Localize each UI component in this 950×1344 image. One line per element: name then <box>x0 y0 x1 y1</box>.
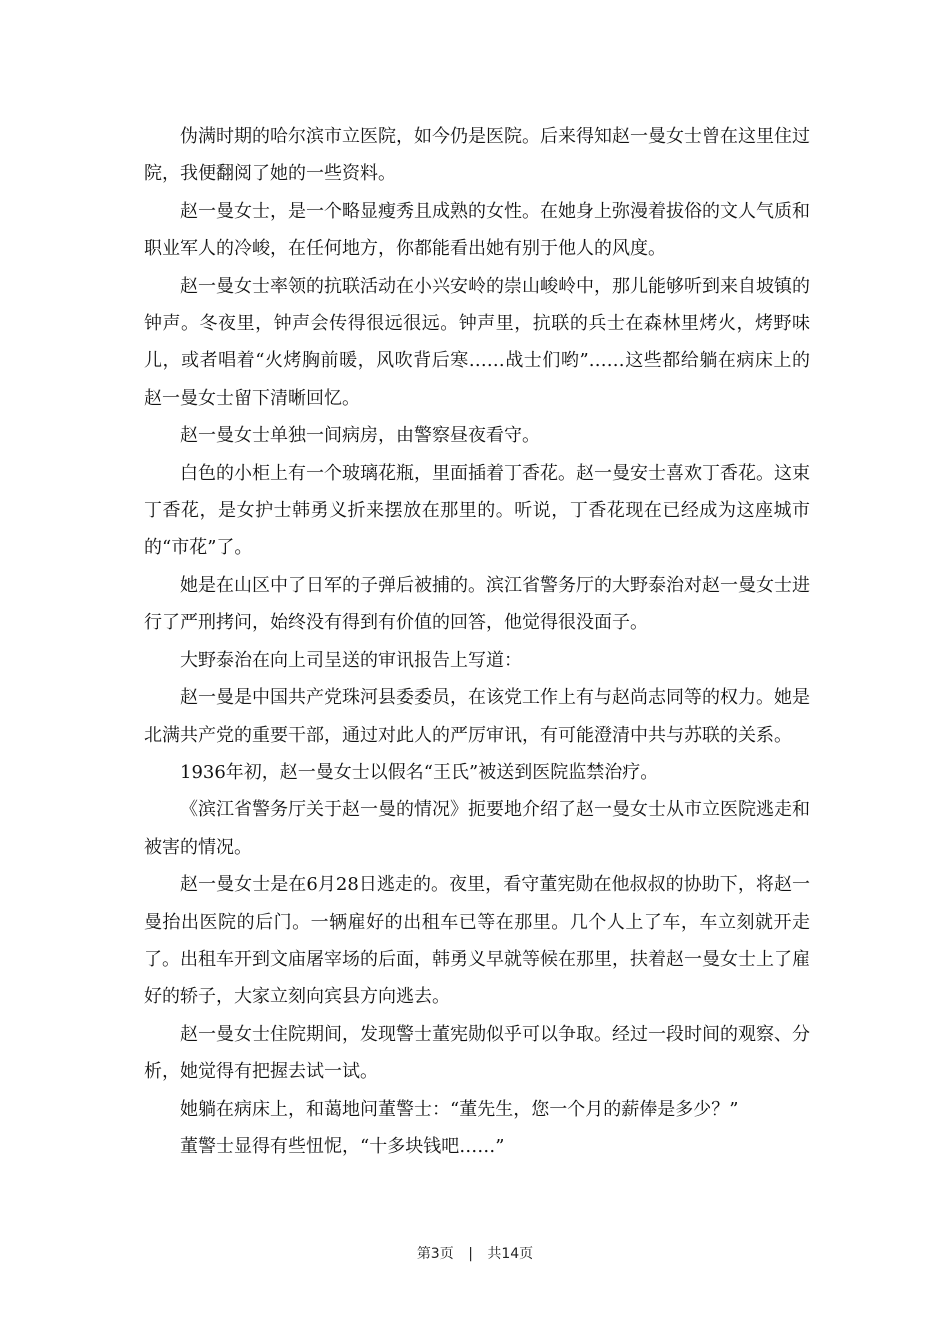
paragraph: 赵一曼女士住院期间，发现警士董宪勋似乎可以争取。经过一段时间的观察、分析，她觉得有把握去试一试。 <box>144 1023 810 1083</box>
footer-separator: | <box>468 1246 473 1262</box>
page-footer <box>0 1243 950 1263</box>
paragraph: 白色的小柜上有一个玻璃花瓶，里面插着丁香花。赵一曼安士喜欢丁香花。这束丁香花，是女护士韩勇义折来摆放在那里的。听说，丁香花现在已经成为这座城市的“市花”了。 <box>144 462 810 559</box>
paragraph: 赵一曼女士是在6月28日逃走的。夜里，看守董宪勋在他叔叔的协助下，将赵一曼抬出医院的后门。一辆雇好的出租车已等在那里。几个人上了车，车立刻就开走了。出租车开到文庙屠宰场的后面，韩勇义早就等候在那里，扶着赵一曼女士上了雇好的轿子，大家立刻向宾县方向逃去。 <box>144 874 810 1008</box>
paragraph: 她躺在病床上，和蔼地问董警士：“董先生，您一个月的薪俸是多少？” <box>180 1098 739 1120</box>
paragraph: 赵一曼女士，是一个略显瘦秀且成熟的女性。在她身上弥漫着拔俗的文人气质和职业军人的冷峻，在任何地方，你都能看出她有别于他人的风度。 <box>144 200 810 260</box>
paragraph: 1936年初，赵一曼女士以假名“王氏”被送到医院监禁治疗。 <box>180 761 659 783</box>
paragraph: 赵一曼女士单独一间病房，由警察昼夜看守。 <box>180 425 540 447</box>
paragraph: 董警士显得有些忸怩，“十多块钱吧……” <box>180 1135 505 1157</box>
page-number: 第3页 <box>416 1246 454 1262</box>
paragraph: 大野泰治在向上司呈送的审讯报告上写道： <box>180 649 522 671</box>
body-text <box>144 118 810 1165</box>
paragraph: 《滨江省警务厅关于赵一曼的情况》扼要地介绍了赵一曼女士从市立医院逃走和被害的情况。 <box>144 799 810 858</box>
paragraph: 赵一曼是中国共产党珠河县委委员，在该党工作上有与赵尚志同等的权力。她是北满共产党的重要干部，通过对此人的严厉审讯，有可能澄清中共与苏联的关系。 <box>144 687 810 746</box>
paragraph: 她是在山区中了日军的子弹后被捕的。滨江省警务厅的大野泰治对赵一曼女士进行了严刑拷问，始终没有得到有价值的回答，他觉得很没面子。 <box>144 574 810 634</box>
total-pages: 共14页 <box>487 1246 534 1262</box>
paragraph: 伪满时期的哈尔滨市立医院，如今仍是医院。后来得知赵一曼女士曾在这里住过院，我便翻阅了她的一些资料。 <box>144 126 810 185</box>
paragraph: 赵一曼女士率领的抗联活动在小兴安岭的崇山峻岭中，那儿能够听到来自坡镇的钟声。冬夜里，钟声会传得很远很远。钟声里，抗联的兵士在森林里烤火，烤野味儿，或者唱着“火烤胸前暖，风吹背后寒……战士们哟”……这些都给躺在病床上的赵一曼女士留下清晰回忆。 <box>144 275 810 409</box>
